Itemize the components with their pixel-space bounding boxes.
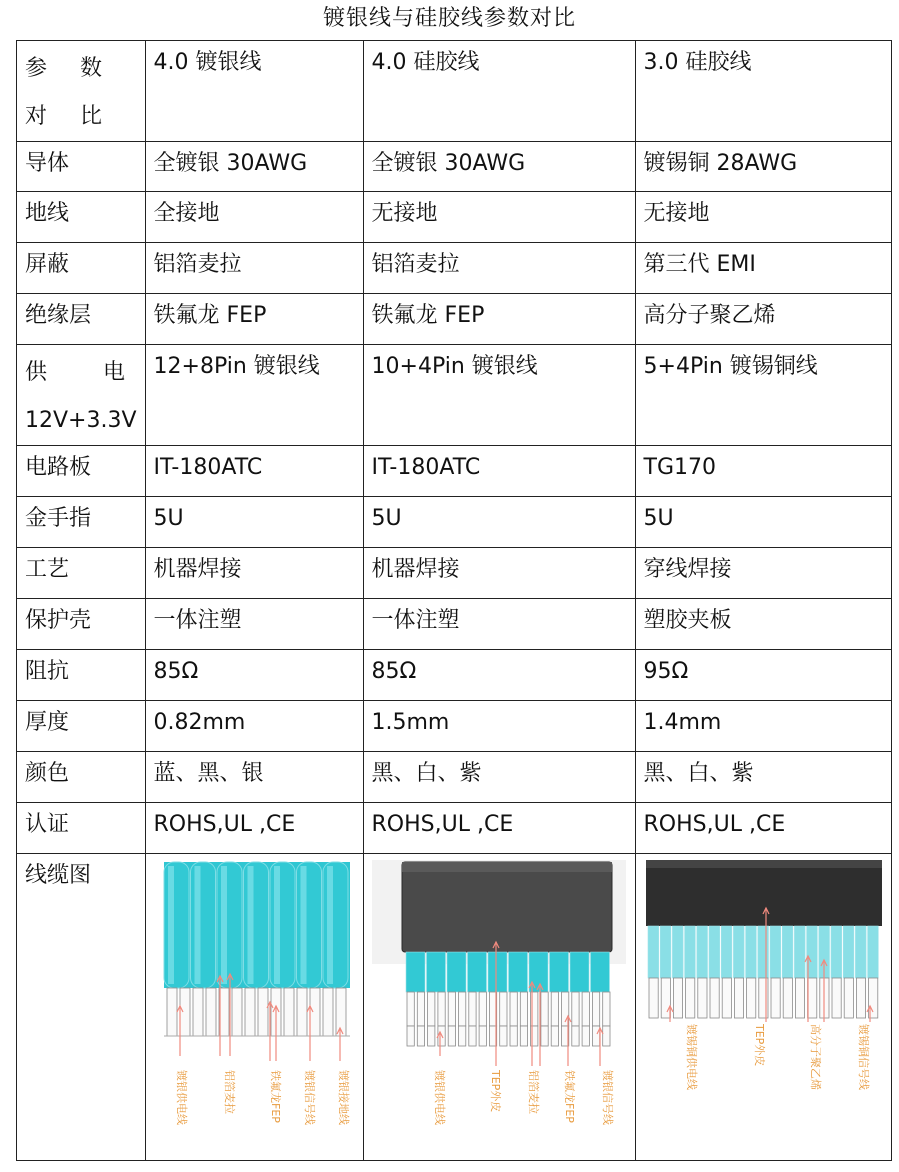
row-cell: 无接地 <box>635 192 891 243</box>
wire-tip <box>602 1026 609 1046</box>
page-title: 镀银线与硅胶线参数对比 <box>322 6 576 31</box>
table-row <box>17 345 892 446</box>
wire-insulation <box>733 926 744 978</box>
wire-conductor <box>437 992 444 1026</box>
row-label: 屏蔽 <box>17 243 146 294</box>
row-label: 金手指 <box>17 497 146 548</box>
wire-tip <box>571 1026 578 1046</box>
callout-label: 镀银信号线 <box>302 1070 316 1125</box>
wire-conductor <box>592 992 599 1026</box>
wire-insulation <box>782 926 793 978</box>
header-param: 参 数 对 比 <box>17 41 146 142</box>
wire-conductor <box>771 978 780 1018</box>
wire-conductor <box>783 978 792 1018</box>
row-cell: 铝箔麦拉 <box>145 243 363 294</box>
wire-conductor <box>510 992 517 1026</box>
wire-conductor <box>697 978 706 1018</box>
wire-conductor <box>323 988 333 1036</box>
wire-conductor <box>180 988 190 1036</box>
row-label: 工艺 <box>17 548 146 599</box>
row-cell: 一体注塑 <box>363 599 635 650</box>
wire-conductor <box>722 978 731 1018</box>
cable-diagram-silicone-4-0 <box>368 856 630 1152</box>
wire-conductor <box>807 978 816 1018</box>
wire-insulation <box>590 952 609 992</box>
row-cell: 铝箔麦拉 <box>363 243 635 294</box>
power-label-part: 电 <box>102 360 125 385</box>
wire-conductor <box>571 992 578 1026</box>
row-cell: 5+4Pin 镀锡铜线 <box>635 345 891 446</box>
row-cell: 黑、白、紫 <box>363 752 635 803</box>
wire-conductor <box>479 992 486 1026</box>
wire-tip <box>468 1026 475 1046</box>
wire-conductor <box>758 978 767 1018</box>
wire-insulation <box>757 926 768 978</box>
row-label: 颜色 <box>17 752 146 803</box>
wire-insulation <box>855 926 866 978</box>
row-label: 电路板 <box>17 446 146 497</box>
header-col1: 4.0 镀银线 <box>145 41 363 142</box>
row-label: 认证 <box>17 803 146 854</box>
callout-label: 镀银信号线 <box>600 1070 614 1125</box>
row-cell: 机器焊接 <box>145 548 363 599</box>
wire-conductor <box>258 988 268 1036</box>
jacket-highlight <box>402 862 612 872</box>
row-cell: TG170 <box>635 446 891 497</box>
wire-conductor <box>427 992 434 1026</box>
wire-strand <box>243 862 268 988</box>
wire-conductor <box>407 992 414 1026</box>
wire-strand <box>323 862 348 988</box>
cable-jacket <box>646 860 882 926</box>
wire-conductor <box>193 988 203 1036</box>
table-row <box>17 548 892 599</box>
wire-highlight <box>247 866 253 984</box>
row-cell: ROHS,UL ,CE <box>635 803 891 854</box>
cable-image-cell <box>145 854 363 1161</box>
table-row <box>17 446 892 497</box>
row-cell: IT-180ATC <box>363 446 635 497</box>
wire-conductor <box>661 978 670 1018</box>
wire-conductor <box>673 978 682 1018</box>
wire-highlight <box>168 866 174 984</box>
wire-tip <box>540 1026 547 1046</box>
row-label: 保护壳 <box>17 599 146 650</box>
row-cell: 10+4Pin 镀银线 <box>363 345 635 446</box>
table-row <box>17 752 892 803</box>
wire-conductor <box>310 988 320 1036</box>
row-cell: 镀锡铜 28AWG <box>635 142 891 192</box>
wire-conductor <box>649 978 658 1018</box>
wire-conductor <box>832 978 841 1018</box>
wire-insulation <box>426 952 445 992</box>
row-cell: 铁氟龙 FEP <box>363 294 635 345</box>
wire-conductor <box>551 992 558 1026</box>
power-label-part: 供 <box>25 360 48 385</box>
row-cell: ROHS,UL ,CE <box>363 803 635 854</box>
wire-tip <box>592 1026 599 1046</box>
row-cell: 1.5mm <box>363 701 635 752</box>
wire-conductor <box>448 992 455 1026</box>
wire-insulation <box>770 926 781 978</box>
wire-insulation <box>467 952 486 992</box>
wire-conductor <box>520 992 527 1026</box>
cable-image-cell <box>635 854 891 1161</box>
row-label: 线缆图 <box>17 854 146 1161</box>
table-row <box>17 243 892 294</box>
row-cell: 5U <box>635 497 891 548</box>
wire-tip <box>582 1026 589 1046</box>
wire-conductor <box>206 988 216 1036</box>
table-row <box>17 650 892 701</box>
row-cell: 一体注塑 <box>145 599 363 650</box>
row-cell: 无接地 <box>363 192 635 243</box>
wire-insulation <box>684 926 695 978</box>
wire-conductor <box>297 988 307 1036</box>
row-cell: 全镀银 30AWG <box>363 142 635 192</box>
wire-strand <box>190 862 215 988</box>
wire-insulation <box>447 952 466 992</box>
wire-insulation <box>867 926 878 978</box>
wire-tip <box>427 1026 434 1046</box>
wire-insulation <box>570 952 589 992</box>
row-cell: 铁氟龙 FEP <box>145 294 363 345</box>
wire-conductor <box>245 988 255 1036</box>
wire-strand <box>270 862 295 988</box>
wire-tip <box>520 1026 527 1046</box>
row-label: 厚度 <box>17 701 146 752</box>
callout-label: 高分子聚乙烯 <box>808 1024 822 1090</box>
table-header-row <box>17 41 892 142</box>
wire-tip <box>448 1026 455 1046</box>
callout-label: 铝箔麦拉 <box>526 1070 540 1114</box>
row-cell: 塑胶夹板 <box>635 599 891 650</box>
jacket-highlight <box>646 860 882 868</box>
cable-diagram-silver-4-0 <box>150 856 358 1152</box>
row-cell: 全镀银 30AWG <box>145 142 363 192</box>
wire-insulation <box>406 952 425 992</box>
wire-strand <box>296 862 321 988</box>
callout-label: TEP外皮 <box>752 1024 766 1067</box>
row-cell: IT-180ATC <box>145 446 363 497</box>
row-cell: 蓝、黑、银 <box>145 752 363 803</box>
wire-conductor <box>582 992 589 1026</box>
wire-highlight <box>300 866 306 984</box>
wire-insulation <box>508 952 527 992</box>
wire-conductor <box>795 978 804 1018</box>
wire-insulation <box>648 926 659 978</box>
callout-label: 铝箔麦拉 <box>222 1070 236 1114</box>
callout-label: 镀银接地线 <box>336 1070 350 1125</box>
header-col3: 3.0 硅胶线 <box>635 41 891 142</box>
table-row <box>17 803 892 854</box>
wire-tip <box>551 1026 558 1046</box>
wire-conductor <box>844 978 853 1018</box>
callout-label: 铁氟龙FEP <box>562 1070 576 1123</box>
wire-conductor <box>284 988 294 1036</box>
callout-label: 镀锡铜供电线 <box>684 1024 698 1090</box>
wire-insulation <box>660 926 671 978</box>
row-cell: 黑、白、紫 <box>635 752 891 803</box>
table-row-cable-images <box>17 854 892 1161</box>
row-cell: 5U <box>145 497 363 548</box>
table-row <box>17 294 892 345</box>
wire-conductor <box>232 988 242 1036</box>
callout-label: 铁氟龙FEP <box>268 1070 282 1123</box>
wire-highlight <box>194 866 200 984</box>
wire-conductor <box>856 978 865 1018</box>
wire-conductor <box>468 992 475 1026</box>
row-label: 地线 <box>17 192 146 243</box>
callout-label: 镀银供电线 <box>432 1070 446 1125</box>
wire-tip <box>510 1026 517 1046</box>
row-cell: ROHS,UL ,CE <box>145 803 363 854</box>
wire-insulation <box>672 926 683 978</box>
wire-conductor <box>746 978 755 1018</box>
wire-conductor <box>540 992 547 1026</box>
wire-tip <box>417 1026 424 1046</box>
wire-conductor <box>417 992 424 1026</box>
wire-highlight <box>221 866 227 984</box>
wire-insulation <box>831 926 842 978</box>
row-label: 阻抗 <box>17 650 146 701</box>
table-row <box>17 599 892 650</box>
row-cell: 第三代 EMI <box>635 243 891 294</box>
wire-conductor <box>499 992 506 1026</box>
wire-conductor <box>710 978 719 1018</box>
wire-strand <box>217 862 242 988</box>
table-row <box>17 142 892 192</box>
row-label: 导体 <box>17 142 146 192</box>
wire-tip <box>479 1026 486 1046</box>
callout-label: TEP外皮 <box>488 1070 502 1113</box>
wire-tip <box>407 1026 414 1046</box>
wire-insulation <box>696 926 707 978</box>
wire-strand <box>164 862 189 988</box>
wire-insulation <box>721 926 732 978</box>
wire-tip <box>499 1026 506 1046</box>
table-row <box>17 701 892 752</box>
row-cell: 全接地 <box>145 192 363 243</box>
row-label-power <box>17 345 146 446</box>
row-cell: 0.82mm <box>145 701 363 752</box>
table-row <box>17 497 892 548</box>
wire-highlight <box>327 866 333 984</box>
cable-image-cell <box>363 854 635 1161</box>
header-col2: 4.0 硅胶线 <box>363 41 635 142</box>
row-cell: 机器焊接 <box>363 548 635 599</box>
cable-diagram-silicone-3-0 <box>640 856 886 1152</box>
wire-insulation <box>549 952 568 992</box>
wire-insulation <box>709 926 720 978</box>
table-row <box>17 192 892 243</box>
wire-highlight <box>274 866 280 984</box>
row-cell: 穿线焊接 <box>635 548 891 599</box>
power-label-voltage: 12V+3.3V <box>25 408 137 433</box>
wire-conductor <box>734 978 743 1018</box>
wire-conductor <box>458 992 465 1026</box>
row-cell: 高分子聚乙烯 <box>635 294 891 345</box>
comparison-table <box>16 40 892 1161</box>
row-cell: 5U <box>363 497 635 548</box>
wire-tip <box>458 1026 465 1046</box>
wire-conductor <box>167 988 177 1036</box>
row-label: 绝缘层 <box>17 294 146 345</box>
wire-conductor <box>602 992 609 1026</box>
wire-insulation <box>794 926 805 978</box>
wire-insulation <box>745 926 756 978</box>
row-cell: 85Ω <box>363 650 635 701</box>
callout-label: 镀银供电线 <box>174 1070 188 1125</box>
row-cell: 85Ω <box>145 650 363 701</box>
wire-conductor <box>685 978 694 1018</box>
callout-label: 镀锡铜信号线 <box>856 1024 870 1090</box>
cable-jacket <box>402 862 612 952</box>
row-cell: 95Ω <box>635 650 891 701</box>
wire-insulation <box>488 952 507 992</box>
row-cell: 1.4mm <box>635 701 891 752</box>
wire-insulation <box>843 926 854 978</box>
row-cell: 12+8Pin 镀银线 <box>145 345 363 446</box>
